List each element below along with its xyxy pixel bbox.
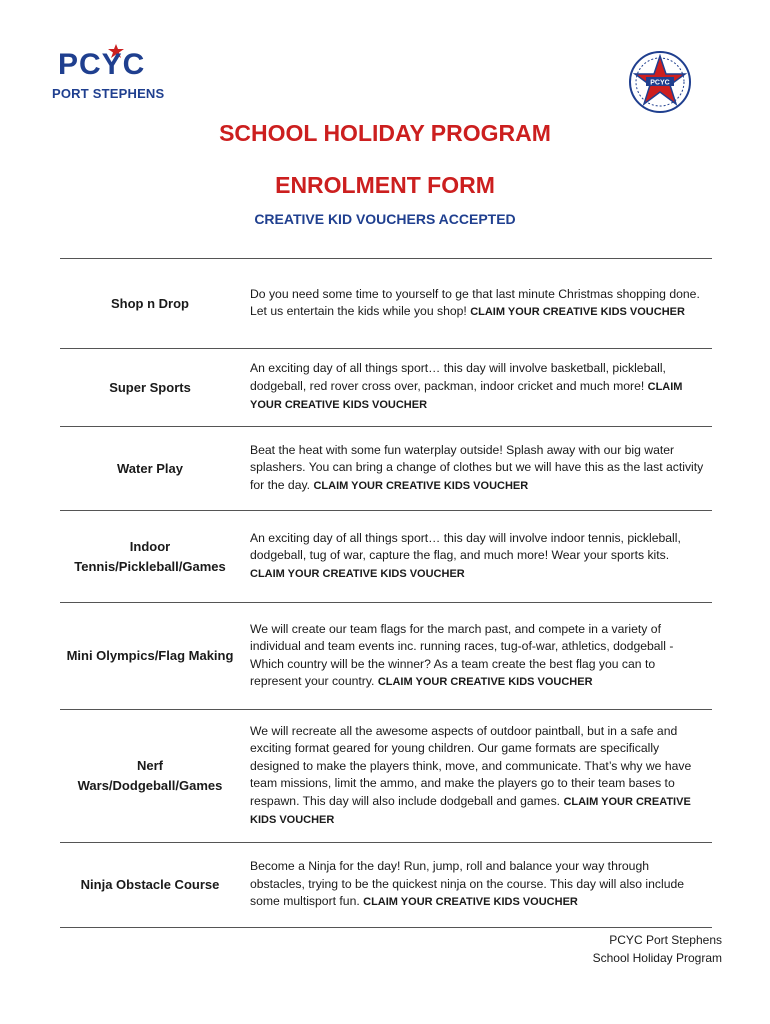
program-name: Indoor Tennis/Pickleball/Games <box>74 538 226 574</box>
program-description-text: We will recreate all the awesome aspects of outdoor paintball, but in a safe and exciting format geared for young children. Our game formats are specifically designed to make the players think, move, and communicate. That’s why we have team missions, limit the ammo, and make the players go to their team bases to respawn. This day will also include dodgeball and games. <box>250 723 692 808</box>
program-name: Super Sports <box>109 379 191 395</box>
logo-brand-text: PCYC <box>58 48 146 81</box>
program-row-nerf-wars <box>60 710 712 843</box>
form-title: ENROLMENT FORM <box>275 172 495 198</box>
voucher-claim-text: CLAIM YOUR CREATIVE KIDS VOUCHER <box>470 306 685 318</box>
program-description <box>240 349 712 426</box>
program-description <box>240 710 712 842</box>
voucher-claim-text: CLAIM YOUR CREATIVE KIDS VOUCHER <box>250 380 683 412</box>
voucher-subtitle: CREATIVE KID VOUCHERS ACCEPTED <box>254 211 516 227</box>
voucher-claim-text: CLAIM YOUR CREATIVE KIDS VOUCHER <box>250 567 465 580</box>
pcyc-port-stephens-logo <box>52 44 165 104</box>
program-description-text: Beat the heat with some fun waterplay outside! Splash away with our big water splashers. You can bring a change of clothes but we will have this as the last activity for the day. <box>250 442 704 492</box>
program-description-text: We will create our team flags for the march past, and compete in a variety of individual and team events inc. running races, tug-of-war, athletics, dodgeball - Which country will be the winner? As a team create the best flag you can to represent your country. <box>250 621 674 688</box>
program-row-ninja-obstacle <box>60 843 712 928</box>
pcyc-badge-logo <box>628 44 692 120</box>
program-description-text: Become a Ninja for the day! Run, jump, roll and balance your way through obstacles, trying to be the quickest ninja on the course. This day will also include some multisport fun. <box>250 859 685 909</box>
badge-text: PCYC <box>650 79 670 87</box>
program-name: Mini Olympics/Flag Making <box>66 648 234 663</box>
program-description <box>240 843 712 927</box>
program-row-indoor-tennis <box>60 511 712 603</box>
logo-location-text: PORT STEPHENS <box>52 86 165 101</box>
voucher-claim-text: CLAIM YOUR CREATIVE KIDS VOUCHER <box>250 795 691 826</box>
voucher-claim-text: CLAIM YOUR CREATIVE KIDS VOUCHER <box>313 479 529 492</box>
voucher-claim-text: CLAIM YOUR CREATIVE KIDS VOUCHER <box>377 676 593 688</box>
program-description-text: An exciting day of all things sport… this day will involve indoor tennis, pickleball, dodgeball, tug of war, capture the flag, and much more! Wear your sports kits. <box>250 530 681 563</box>
program-description <box>240 511 712 602</box>
program-name: Water Play <box>117 460 183 476</box>
program-name: Shop n Drop <box>111 295 189 311</box>
page-title: SCHOOL HOLIDAY PROGRAM <box>219 120 551 146</box>
program-description-text: An exciting day of all things sport… this day will involve basketball, pickleball, dodgeball, red rover cross over, packman, indoor cricket and much more! <box>250 361 666 393</box>
voucher-claim-text: CLAIM YOUR CREATIVE KIDS VOUCHER <box>363 896 578 909</box>
program-row-water-play <box>60 427 712 511</box>
program-description <box>240 427 712 510</box>
program-table <box>60 258 712 928</box>
program-row-super-sports <box>60 349 712 427</box>
page-footer <box>593 931 722 967</box>
program-name: Ninja Obstacle Course <box>80 877 220 892</box>
program-description <box>240 259 712 348</box>
footer-program: School Holiday Program <box>592 951 722 965</box>
program-row-mini-olympics <box>60 603 712 710</box>
badge-star-icon <box>628 44 692 120</box>
footer-org: PCYC Port Stephens <box>609 933 722 947</box>
program-description-text: Do you need some time to yourself to ge that last minute Christmas shopping done. Let us entertain the kids while you shop! <box>250 286 700 318</box>
program-name: Nerf Wars/Dodgeball/Games <box>77 758 223 793</box>
program-row-shop-n-drop <box>60 259 712 349</box>
program-description <box>240 603 712 709</box>
